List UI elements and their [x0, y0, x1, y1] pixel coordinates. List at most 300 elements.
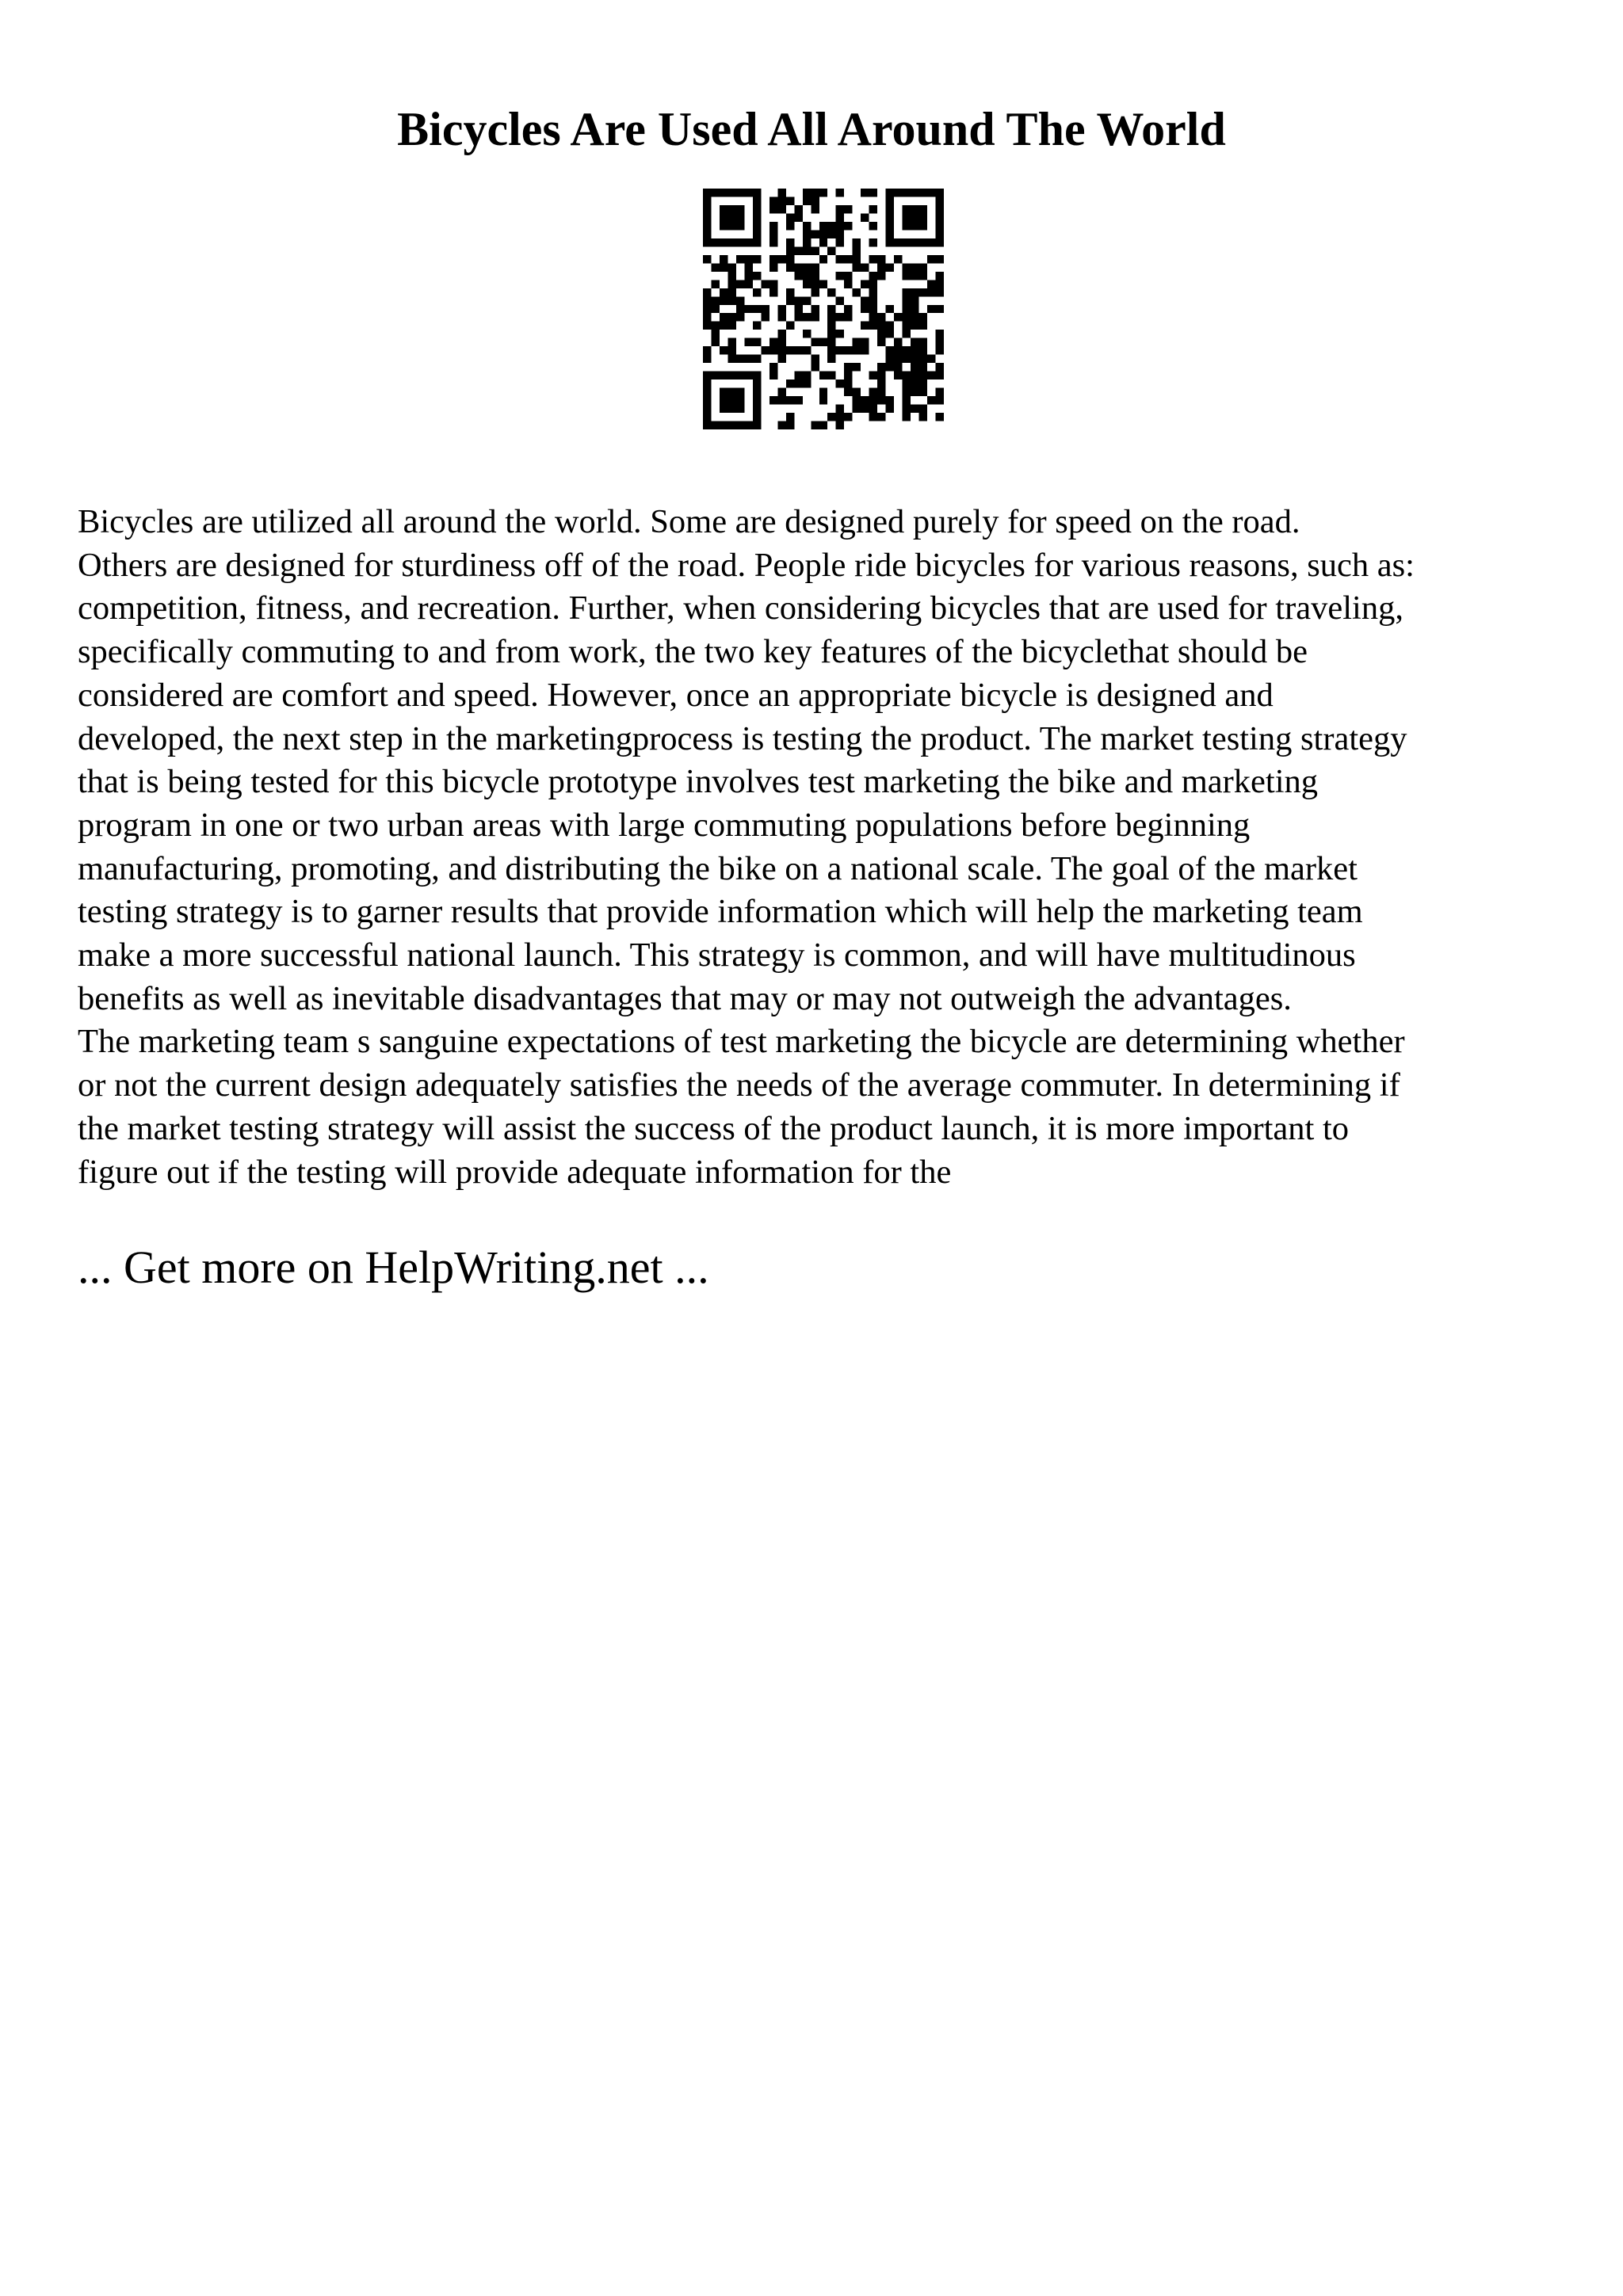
qr-module — [703, 372, 711, 379]
qr-module — [786, 421, 794, 429]
qr-module — [936, 346, 944, 354]
qr-module — [703, 213, 711, 221]
qr-module — [836, 238, 844, 246]
qr-module — [886, 213, 894, 221]
qr-module — [886, 363, 894, 371]
qr-module — [903, 379, 911, 387]
qr-module — [861, 305, 869, 313]
qr-module — [753, 238, 761, 246]
qr-module — [844, 379, 852, 387]
qr-module — [727, 296, 735, 304]
qr-module — [727, 313, 735, 321]
qr-module — [853, 263, 861, 271]
qr-module — [869, 388, 877, 396]
qr-module — [811, 246, 819, 254]
qr-module — [927, 372, 935, 379]
qr-module — [727, 405, 735, 413]
qr-module — [720, 388, 727, 396]
text-line: figure out if the testing will provide adequate information for the — [78, 1153, 952, 1191]
qr-module — [703, 355, 711, 363]
qr-module — [711, 372, 719, 379]
qr-module — [736, 372, 744, 379]
qr-module — [853, 288, 861, 296]
qr-module — [844, 280, 852, 288]
qr-module — [744, 263, 752, 271]
qr-module — [869, 396, 877, 404]
qr-module — [827, 413, 835, 421]
qr-module — [794, 272, 802, 280]
qr-module — [869, 296, 877, 304]
qr-module — [919, 322, 927, 330]
qr-module — [919, 263, 927, 271]
qr-module — [736, 205, 744, 213]
qr-module — [886, 205, 894, 213]
qr-module — [836, 272, 844, 280]
text-line: The marketing team s sanguine expectations of test marketing the bicycle are determining whether — [78, 1023, 1405, 1061]
qr-module — [703, 421, 711, 429]
text-line: make a more successful national launch. This strategy is common, and will have multitudinous — [78, 936, 1356, 974]
qr-module — [761, 313, 769, 321]
qr-module — [869, 280, 877, 288]
qr-module — [811, 421, 819, 429]
qr-module — [727, 189, 735, 196]
qr-module — [919, 413, 927, 421]
qr-module — [886, 263, 894, 271]
qr-module — [886, 330, 894, 338]
qr-module — [911, 346, 918, 354]
qr-module — [827, 355, 835, 363]
qr-module — [761, 346, 769, 354]
qr-module — [744, 305, 752, 313]
qr-module — [727, 272, 735, 280]
qr-module — [919, 238, 927, 246]
qr-module — [877, 313, 885, 321]
qr-module — [853, 396, 861, 404]
qr-module — [744, 255, 752, 263]
qr-module — [903, 322, 911, 330]
qr-module — [736, 238, 744, 246]
qr-module — [711, 238, 719, 246]
qr-module — [877, 379, 885, 387]
qr-module — [827, 305, 835, 313]
qr-module — [803, 189, 811, 196]
qr-module — [886, 355, 894, 363]
qr-module — [777, 421, 785, 429]
qr-module — [877, 338, 885, 346]
qr-module — [861, 346, 869, 354]
qr-module — [919, 372, 927, 379]
qr-module — [794, 372, 802, 379]
qr-module — [886, 346, 894, 354]
qr-module — [919, 355, 927, 363]
qr-module — [803, 280, 811, 288]
qr-module — [903, 205, 911, 213]
qr-module — [753, 413, 761, 421]
qr-module — [753, 396, 761, 404]
qr-module — [786, 196, 794, 204]
qr-module — [911, 388, 918, 396]
qr-module — [786, 322, 794, 330]
text-line: Others are designed for sturdiness off of the road. People ride bicycles for various reasons, such as: — [78, 546, 1415, 584]
qr-module — [736, 189, 744, 196]
qr-module — [769, 372, 777, 379]
text-line: the market testing strategy will assist the success of the product launch, it is more important to — [78, 1109, 1350, 1147]
qr-module — [711, 322, 719, 330]
qr-module — [844, 372, 852, 379]
qr-module — [861, 263, 869, 271]
qr-module — [903, 396, 911, 404]
paragraph-2 — [78, 1020, 1568, 1194]
qr-module — [703, 305, 711, 313]
qr-module — [903, 222, 911, 230]
qr-module — [919, 388, 927, 396]
qr-module — [769, 396, 777, 404]
qr-module — [744, 272, 752, 280]
qr-module — [803, 272, 811, 280]
qr-module — [720, 288, 727, 296]
qr-module — [844, 413, 852, 421]
qr-module — [819, 280, 827, 288]
qr-module — [853, 405, 861, 413]
qr-module — [819, 396, 827, 404]
qr-module — [836, 213, 844, 221]
text-line: manufacturing, promoting, and distributing the bike on a national scale. The goal of the market — [78, 849, 1358, 887]
qr-module — [777, 205, 785, 213]
qr-module — [919, 213, 927, 221]
qr-module — [786, 296, 794, 304]
qr-module — [936, 272, 944, 280]
qr-module — [836, 189, 844, 196]
qr-module — [786, 213, 794, 221]
qr-module — [903, 346, 911, 354]
qr-module — [711, 263, 719, 271]
qr-module — [894, 355, 902, 363]
qr-module — [777, 196, 785, 204]
qr-module — [744, 421, 752, 429]
qr-module — [903, 413, 911, 421]
text-line: considered are comfort and speed. However, once an appropriate bicycle is designed and — [78, 676, 1274, 714]
qr-module — [936, 413, 944, 421]
qr-module — [844, 255, 852, 263]
qr-module — [936, 196, 944, 204]
qr-module — [836, 230, 844, 238]
qr-module — [877, 396, 885, 404]
qr-module — [769, 363, 777, 371]
qr-module — [794, 313, 802, 321]
qr-module — [869, 313, 877, 321]
qr-module — [919, 346, 927, 354]
qr-module — [803, 238, 811, 246]
qr-module — [819, 238, 827, 246]
qr-module — [736, 213, 744, 221]
qr-module — [811, 313, 819, 321]
qr-module — [777, 396, 785, 404]
qr-module — [836, 255, 844, 263]
qr-module — [827, 338, 835, 346]
qr-module — [720, 313, 727, 321]
qr-module — [786, 263, 794, 271]
qr-module — [727, 372, 735, 379]
qr-module — [703, 313, 711, 321]
qr-module — [827, 346, 835, 354]
qr-module — [777, 388, 785, 396]
qr-module — [819, 421, 827, 429]
qr-module — [919, 222, 927, 230]
text-line: that is being tested for this bicycle prototype involves test marketing the bike and marketing — [78, 763, 1319, 801]
qr-module — [727, 421, 735, 429]
qr-module — [903, 388, 911, 396]
qr-module — [894, 189, 902, 196]
qr-module — [727, 338, 735, 346]
qr-module — [936, 238, 944, 246]
qr-module — [703, 255, 711, 263]
qr-module — [703, 222, 711, 230]
qr-module — [894, 338, 902, 346]
qr-module — [803, 246, 811, 254]
qr-module — [919, 405, 927, 413]
qr-module — [861, 296, 869, 304]
qr-module — [777, 189, 785, 196]
qr-module — [711, 296, 719, 304]
qr-module — [886, 196, 894, 204]
qr-module — [911, 238, 918, 246]
qr-module — [861, 213, 869, 221]
qr-module — [853, 388, 861, 396]
qr-module — [911, 355, 918, 363]
qr-module — [903, 313, 911, 321]
qr-module — [936, 189, 944, 196]
qr-module — [736, 305, 744, 313]
qr-module — [911, 313, 918, 321]
qr-module — [919, 189, 927, 196]
qr-module — [894, 255, 902, 263]
qr-module — [711, 338, 719, 346]
qr-module — [853, 346, 861, 354]
qr-module — [811, 205, 819, 213]
qr-module — [727, 205, 735, 213]
qr-module — [769, 196, 777, 204]
qr-module — [869, 372, 877, 379]
qr-module — [869, 189, 877, 196]
qr-module — [936, 280, 944, 288]
qr-module — [777, 305, 785, 313]
qr-module — [727, 280, 735, 288]
qr-module — [936, 305, 944, 313]
qr-module — [753, 222, 761, 230]
qr-module — [819, 222, 827, 230]
qr-module — [861, 338, 869, 346]
qr-module — [927, 305, 935, 313]
qr-module — [877, 388, 885, 396]
qr-module — [919, 272, 927, 280]
qr-module — [869, 255, 877, 263]
qr-module — [753, 196, 761, 204]
qr-module — [936, 388, 944, 396]
qr-module — [903, 263, 911, 271]
qr-module — [861, 322, 869, 330]
qr-module — [936, 222, 944, 230]
qr-module — [903, 305, 911, 313]
qr-module — [803, 296, 811, 304]
qr-module — [786, 246, 794, 254]
qr-module — [777, 355, 785, 363]
qr-module — [877, 363, 885, 371]
qr-module — [769, 238, 777, 246]
qr-module — [861, 396, 869, 404]
qr-module — [903, 355, 911, 363]
qr-module — [703, 238, 711, 246]
qr-module — [786, 413, 794, 421]
qr-module — [811, 196, 819, 204]
qr-module — [869, 238, 877, 246]
qr-module — [727, 222, 735, 230]
qr-module — [753, 338, 761, 346]
qr-module — [877, 330, 885, 338]
qr-module — [769, 263, 777, 271]
qr-module — [886, 305, 894, 313]
qr-module — [811, 355, 819, 363]
qr-module — [919, 288, 927, 296]
qr-module — [736, 313, 744, 321]
qr-module — [753, 355, 761, 363]
qr-module — [720, 405, 727, 413]
qr-module — [869, 288, 877, 296]
qr-module — [886, 405, 894, 413]
qr-module — [927, 280, 935, 288]
qr-module — [903, 272, 911, 280]
qr-module — [903, 238, 911, 246]
qr-module — [777, 346, 785, 354]
qr-module — [936, 363, 944, 371]
qr-module — [877, 322, 885, 330]
qr-module — [827, 330, 835, 338]
qr-module — [936, 255, 944, 263]
qr-module — [819, 372, 827, 379]
qr-module — [777, 330, 785, 338]
qr-module — [703, 388, 711, 396]
qr-module — [844, 363, 852, 371]
qr-module — [911, 272, 918, 280]
qr-module — [919, 363, 927, 371]
qr-module — [927, 396, 935, 404]
qr-module — [811, 338, 819, 346]
qr-module — [903, 405, 911, 413]
qr-module — [869, 272, 877, 280]
qr-module — [819, 338, 827, 346]
qr-module — [927, 238, 935, 246]
qr-module — [894, 313, 902, 321]
qr-module — [853, 255, 861, 263]
qr-module — [736, 280, 744, 288]
qr-code-icon[interactable] — [703, 189, 944, 429]
qr-module — [769, 205, 777, 213]
qr-module — [727, 238, 735, 246]
text-line: specifically commuting to and from work, the two key features of the bicyclethat should be — [78, 633, 1308, 671]
qr-module — [836, 313, 844, 321]
qr-module — [727, 388, 735, 396]
qr-module — [911, 338, 918, 346]
qr-module — [736, 222, 744, 230]
qr-module — [794, 246, 802, 254]
qr-module — [727, 288, 735, 296]
qr-module — [919, 313, 927, 321]
qr-module — [803, 196, 811, 204]
qr-module — [853, 363, 861, 371]
qr-module — [811, 272, 819, 280]
qr-module — [753, 322, 761, 330]
qr-module — [753, 372, 761, 379]
qr-module — [827, 222, 835, 230]
qr-module — [811, 280, 819, 288]
qr-module — [811, 288, 819, 296]
qr-module — [703, 379, 711, 387]
text-line: Bicycles are utilized all around the world. Some are designed purely for speed on the road. — [78, 503, 1300, 540]
qr-module — [844, 313, 852, 321]
qr-module — [844, 388, 852, 396]
qr-module — [703, 230, 711, 238]
qr-module — [786, 222, 794, 230]
qr-module — [727, 396, 735, 404]
page-title: Bicycles Are Used All Around The World — [397, 103, 1226, 155]
qr-module — [803, 222, 811, 230]
text-line: program in one or two urban areas with large commuting populations before beginning — [78, 806, 1251, 844]
qr-module — [877, 372, 885, 379]
qr-module — [886, 238, 894, 246]
qr-module — [927, 355, 935, 363]
qr-module — [753, 405, 761, 413]
qr-module — [736, 355, 744, 363]
qr-module — [753, 272, 761, 280]
qr-module — [827, 313, 835, 321]
qr-module — [720, 421, 727, 429]
qr-module — [736, 296, 744, 304]
qr-module — [711, 421, 719, 429]
qr-module — [727, 355, 735, 363]
qr-module — [720, 346, 727, 354]
qr-module — [744, 338, 752, 346]
qr-module — [769, 288, 777, 296]
qr-module — [894, 363, 902, 371]
qr-module — [827, 230, 835, 238]
qr-module — [861, 280, 869, 288]
qr-module — [811, 363, 819, 371]
qr-module — [936, 230, 944, 238]
qr-module — [927, 255, 935, 263]
qr-module — [786, 238, 794, 246]
get-more-link[interactable]: ... Get more on HelpWriting.net ... — [78, 1241, 709, 1293]
qr-module — [803, 313, 811, 321]
qr-module — [911, 288, 918, 296]
qr-module — [827, 322, 835, 330]
qr-module — [703, 296, 711, 304]
qr-module — [911, 372, 918, 379]
article-body — [78, 501, 1568, 1194]
text-line: benefits as well as inevitable disadvantages that may or may not outweigh the advantages. — [78, 979, 1292, 1017]
text-line: developed, the next step in the marketingprocess is testing the product. The market testing strategy — [78, 719, 1407, 757]
qr-module — [827, 288, 835, 296]
qr-module — [753, 305, 761, 313]
qr-module — [911, 222, 918, 230]
qr-module — [894, 238, 902, 246]
qr-module — [877, 263, 885, 271]
qr-module — [836, 413, 844, 421]
qr-module — [753, 230, 761, 238]
qr-module — [886, 396, 894, 404]
qr-module — [903, 288, 911, 296]
qr-module — [769, 222, 777, 230]
qr-module — [894, 372, 902, 379]
qr-module — [720, 189, 727, 196]
